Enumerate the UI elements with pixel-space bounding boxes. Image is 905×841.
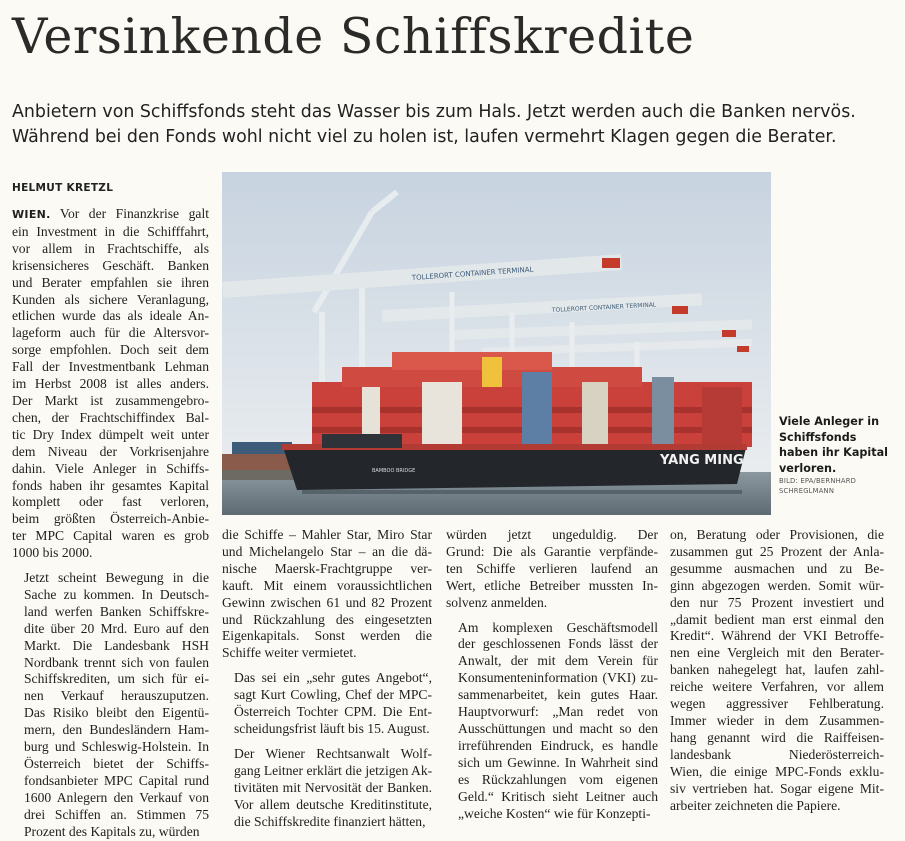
text-line: Hauptvorwurf: „Man redet von	[458, 704, 658, 720]
article-column-3	[446, 527, 658, 822]
text-line: krisensicheres Geschäft. Banken	[12, 257, 209, 273]
paragraph	[446, 527, 658, 612]
text-line: wegen aggressiver Fehlberatung.	[670, 696, 884, 712]
text-line: Immer wieder in dem Zusammen-	[670, 712, 884, 728]
text-line: ter MPC Capital waren es grob	[12, 528, 209, 544]
paragraph	[222, 746, 432, 831]
photo-caption: Viele Anleger in Schiffsfonds haben ihr Kapital verloren.	[779, 415, 888, 475]
paragraph	[12, 570, 209, 841]
dateline: WIEN.	[12, 208, 51, 221]
text-line: gang Leitner erklärt die jetzigen Ak-	[234, 762, 433, 778]
text-line: und Michelangelo Star – an die dä-	[222, 543, 432, 559]
text-line: würden jetzt ungeduldig. Der	[446, 527, 658, 542]
text-line: dite über 20 Mrd. Euro auf den	[24, 620, 209, 636]
text-line: Gewinn zwischen 61 und 82 Prozent	[222, 594, 432, 610]
text-line: kauft. Mit einem voraussichtlichen	[222, 577, 432, 593]
text-line: burg und Schleswig-Holstein. In	[24, 739, 209, 755]
crane-sign-1: TOLLERORT CONTAINER TERMINAL	[411, 265, 534, 282]
text-line: Konsumenteninformation (VKI) zu-	[458, 670, 658, 686]
article-column-1	[12, 206, 209, 841]
photo-credit: BILD: EPA/BERNHARD SCHREGLMANN	[779, 477, 857, 495]
text-line: Österreich Tochter CPM. Die Ent-	[234, 704, 432, 720]
text-line: beim größten Österreich-Anbie-	[12, 511, 209, 527]
text-line: den nur 75 Prozent investiert und	[670, 594, 884, 610]
text-line: vor allem in Frachtschiffe, als	[12, 240, 209, 256]
article-column-2	[222, 527, 432, 830]
text-line: Das sei ein „sehr gutes Angebot“,	[234, 670, 432, 686]
text-line: tivitäten mit Nervosität der Banken.	[234, 779, 432, 795]
text-line: etlichen wurde das als ideale An-	[12, 308, 209, 324]
ship-bow-name-text: BAMBOO BRIDGE	[372, 468, 416, 474]
text-line: gesumme ausmachen und zu Be-	[670, 560, 884, 576]
text-line: und Rückzahlung des eingesetzten	[222, 611, 432, 627]
text-line: es Rückzahlungen vom eigenen	[458, 771, 658, 787]
text-line: Der Wiener Rechtsanwalt Wolf-	[234, 745, 432, 761]
text-line: chen, der Frachtschiffindex Bal-	[12, 409, 209, 425]
text-line: Markt. Die Landesbank HSH	[24, 637, 209, 653]
paragraph	[12, 206, 209, 562]
article-headline: Versinkende Schiffskredite	[12, 8, 695, 65]
text-line: Wert, etliche Betreiber mussten In-	[446, 577, 658, 593]
text-line: Sache zu kommen. In Deutsch-	[24, 586, 209, 602]
text-line: lageform auch für die Altersvor-	[12, 325, 209, 341]
text-line: nen Verkauf herauszuputzen.	[24, 688, 209, 704]
text-line: „weiche Kosten“ wie für Konzepti-	[458, 805, 651, 821]
text-line: ten Schiffe verlieren laufend an	[446, 560, 658, 576]
text-line: Fall der Investmentbank Lehman	[12, 359, 209, 375]
paragraph	[670, 527, 884, 814]
subhead-line-2: Während bei den Fonds wohl nicht viel zu holen ist, laufen vermehrt Klagen gegen die Berater.	[12, 127, 837, 147]
text-line: Kunden als sichere Veranlagung,	[12, 291, 209, 307]
text-line: arbeiter zeichneten die Papiere.	[670, 797, 841, 813]
text-line: irreführenden Eindruck, es handle	[458, 737, 658, 753]
text-line: komplett oder fast verloren,	[12, 494, 209, 510]
text-line: Eigenkapitals. Sonst werden die	[222, 628, 432, 644]
author-byline: HELMUT KRETZL	[12, 182, 114, 194]
crane-sign-2: TOLLERORT CONTAINER TERMINAL	[551, 301, 657, 314]
text-line: sich um Gewinne. In Wahrheit sind	[458, 754, 658, 770]
text-line: tic Dry Index dümpelt weit unter	[12, 426, 209, 442]
text-line: mern, den Bundesländern Ham-	[24, 722, 209, 738]
article-column-4	[670, 527, 884, 814]
paragraph	[446, 620, 658, 823]
text-line: Jetzt scheint Bewegung in die	[24, 570, 209, 586]
text-line: hang genannt wird die Raiffeisen-	[670, 729, 884, 745]
text-line: Vor allem deutsche Kreditinstitute,	[234, 796, 432, 812]
text-line: Das Risiko bleibt den Eigentü-	[24, 705, 209, 721]
text-line: 1600 Anlegern den Verkauf von	[24, 789, 209, 805]
text-line: ginn abgezogen werden. Somit wür-	[670, 577, 884, 593]
text-line: Wien, die einige MPC-Fonds exklu-	[670, 763, 884, 779]
text-line: Österreich bietet der Schiffs-	[24, 756, 209, 771]
paragraph	[222, 527, 432, 662]
text-line: siv vertrieben hat. Sogar eigene Mit-	[670, 780, 884, 796]
text-line: sagt Kurt Cowling, Chef der MPC-	[234, 687, 432, 703]
paragraph	[222, 670, 432, 738]
text-line: on, Beratung oder Provisionen, die	[670, 527, 884, 542]
text-line: nische Maersk-Frachtgruppe ver-	[222, 560, 432, 576]
text-line: sammenarbeitet, kein gutes Haar.	[458, 687, 658, 703]
text-line: Schiffskrediten, um sich für ei-	[24, 671, 209, 687]
text-line: banken nahegelegt hat, laufen zahl-	[670, 662, 884, 678]
text-line: „damit bedient man erst einmal den	[670, 611, 884, 627]
text-line: Anwalt, der mit dem Verein für	[458, 653, 658, 669]
text-line: nen eine Vergleich mit den Berater-	[670, 645, 884, 661]
article-subhead	[12, 100, 897, 150]
text-line: 1000 bis 2000.	[12, 545, 93, 561]
text-line: fonds haben ihr gesamtes Kapital	[12, 477, 209, 493]
text-line: Ausschüttungen und macht so den	[458, 720, 658, 736]
text-line: fondsanbieter MPC Capital rund	[24, 772, 209, 788]
text-line: solvenz anmelden.	[446, 594, 548, 610]
text-line: drei Schiffen an. Stimmen 75	[24, 806, 209, 822]
text-line: zusammen gut 25 Prozent der Anla-	[670, 543, 884, 559]
text-line: Grund: Die als Garantie verpfände-	[446, 543, 658, 559]
text-line: Kredit“. Während der VKI Betroffe-	[670, 628, 884, 644]
text-line: der geschlossenen Fonds lässt der	[458, 636, 658, 652]
text-line: und Berater empfahlen sie ihren	[12, 274, 209, 290]
text-line: Geld.“ Kritisch sieht Leitner auch	[458, 788, 658, 804]
text-line: die Schiffe – Mahler Star, Miro Star	[222, 527, 432, 542]
container-ship-photo	[222, 172, 771, 515]
text-line: die Schiffskredite finanziert hätten,	[234, 813, 426, 829]
text-line: dahin. Viele Anleger in Schiffs-	[12, 460, 209, 476]
article-photo	[222, 172, 771, 515]
text-line: Nordbank trennt sich von faulen	[24, 654, 209, 670]
text-line: Prozent des Kapitals zu, würden	[24, 823, 200, 839]
text-line: im Herbst 2008 ist alles anders.	[12, 376, 209, 392]
text-line: reiche weitere Verfahren, vor allem	[670, 679, 884, 695]
text-line: ein Investment in die Schifffahrt,	[12, 223, 209, 239]
text-line: landesbank Niederösterreich-	[670, 746, 884, 762]
text-line: land werfen Banken Schiffskre-	[24, 603, 209, 619]
subhead-line-1: Anbietern von Schiffsfonds steht das Wasser bis zum Hals. Jetzt werden auch die Banken nervös.	[12, 102, 856, 122]
text-line: sorge empfohlen. Doch seit dem	[12, 342, 209, 358]
text-line: scheidungsfrist läuft bis 15. August.	[234, 720, 430, 736]
text-line: Schiffe weiter vermietet.	[222, 645, 357, 661]
text-line: dem Niveau der Vorkrisenjahre	[12, 443, 209, 459]
text-line: Der Markt ist zusammengebro-	[12, 392, 209, 408]
text-line: WIEN. Vor der Finanzkrise galt	[12, 206, 209, 221]
text-line: Am komplexen Geschäftsmodell	[458, 619, 658, 635]
ship-name-text: YANG MING	[660, 453, 744, 468]
